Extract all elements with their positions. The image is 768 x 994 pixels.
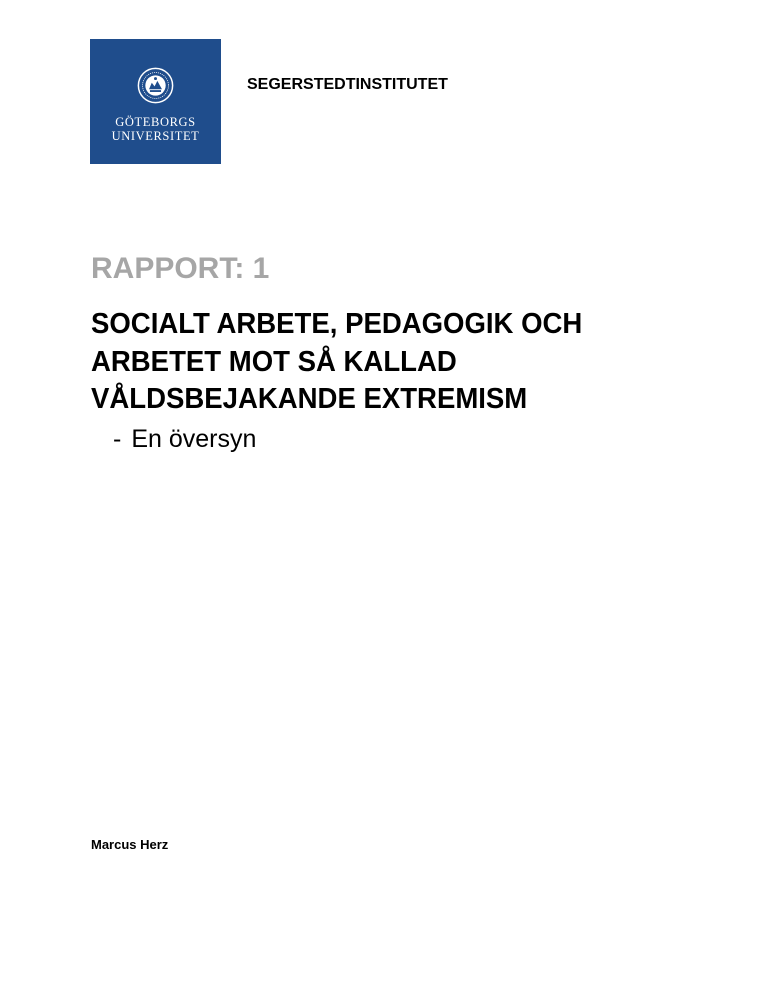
subtitle-dash: - xyxy=(113,425,122,453)
report-title xyxy=(91,306,680,419)
institute-name: SEGERSTEDTINSTITUTET xyxy=(247,76,448,93)
title-line-1: SOCIALT ARBETE, PEDAGOGIK OCH xyxy=(91,308,583,340)
subtitle-text: En översyn xyxy=(131,425,257,453)
title-line-3: VÅLDSBEJAKANDE EXTREMISM xyxy=(91,383,528,415)
logo-text-line2: UNIVERSITET xyxy=(111,129,200,143)
university-logo xyxy=(90,39,221,164)
subtitle xyxy=(113,425,256,454)
university-seal-icon xyxy=(137,67,174,104)
logo-text-line1: GÖTEBORGS xyxy=(115,115,196,129)
author-name: Marcus Herz xyxy=(91,837,169,852)
report-number: RAPPORT: 1 xyxy=(91,252,270,285)
title-line-2: ARBETET MOT SÅ KALLAD xyxy=(91,345,457,378)
